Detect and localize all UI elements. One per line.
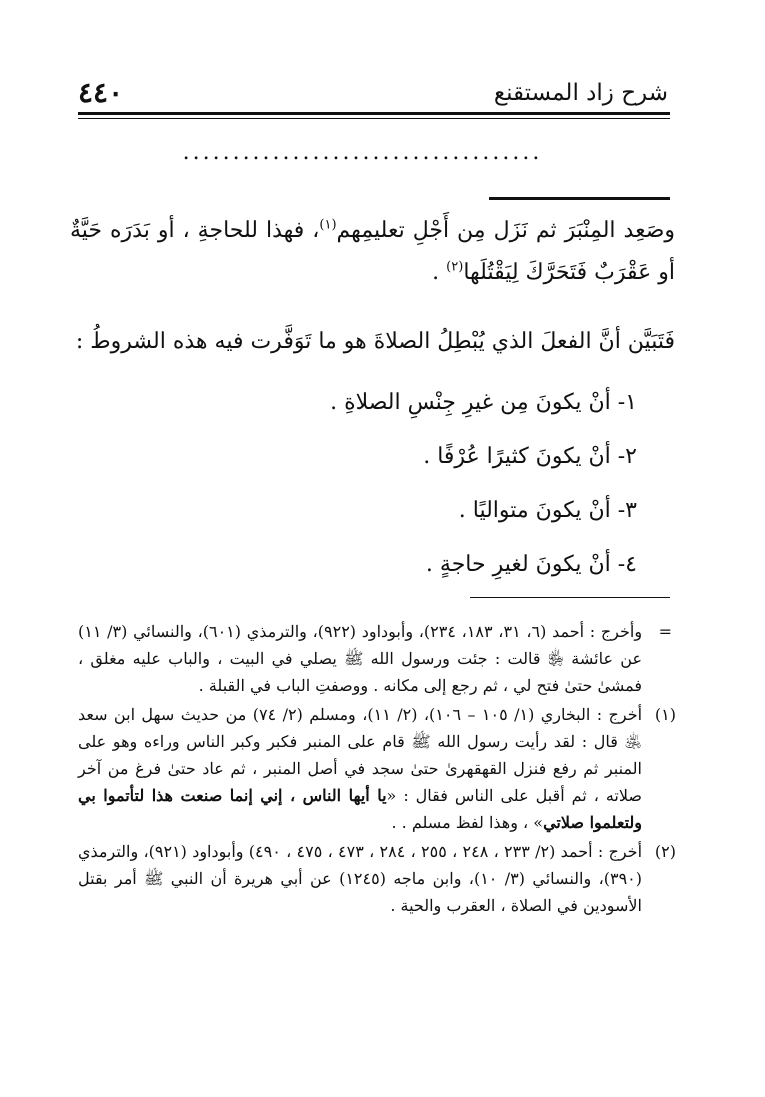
running-header <box>78 72 668 108</box>
conditions-list <box>70 376 675 592</box>
footnote-rule <box>470 597 670 598</box>
footnote-text: وأخرج : أحمد (٦، ٣١، ١٨٣، ٢٣٤)، وأبوداود (٩٢٢)، والترمذي (٦٠١)، والنسائي (٣/ ١١) عن عائشة ﵂ قالت : جئت ورسول الله ﷺ يصلي في البيت ، والباب عليه مغلق ، فمشىٰ حتىٰ فتح لي ، ثم رجع إلى مكانه . ووصفتِ الباب في القبلة . <box>78 622 643 695</box>
ellipsis-separator: .................................... <box>182 140 543 165</box>
footnote-mark: (٢) <box>654 842 676 861</box>
footnote-text: أخرج : أحمد (٢/ ٢٣٣ ، ٢٤٨ ، ٢٥٥ ، ٢٨٤ ، ٤٧٣ ، ٤٧٥ ، ٤٩٠) وأبوداود (٩٢١)، والترمذي (٣٩٠)، والنسائي (٣/ ١٠)، وابن ماجه (١٢٤٥) عن أبي هريرة أن النبي ﷺ أمر بقتل الأسودين في الصلاة ، العقرب والحية . <box>78 842 643 915</box>
footnote-mark: = <box>658 622 672 641</box>
paragraph-1-text: وصَعِد المِنْبَرَ ثم نَزَل مِن أَجْلِ تعليمِهم <box>336 218 676 243</box>
paragraph-1-continuation: ، فهذا للحاجةِ ، أو بَدَرَه حَيَّةٌ أو عَقْرَبٌ فَتَحَرَّكَ لِيَقْتُلَها <box>70 218 675 285</box>
condition-item: ٢- أنْ يكونَ كثيرًا عُرْفًا . <box>423 444 637 469</box>
condition-item: ٣- أنْ يكونَ متواليًا . <box>458 498 637 523</box>
condition-item: ١- أنْ يكونَ مِن غيرِ جِنْسِ الصلاةِ . <box>330 390 637 415</box>
section-rule <box>489 197 670 200</box>
footnote-text-end: » ، وهذا لفظ مسلم . . <box>391 813 544 832</box>
page-number: ٤٤٠ <box>78 76 124 109</box>
condition-item: ٤- أنْ يكونَ لغيرِ حاجةٍ . <box>425 552 637 577</box>
footnote-ref-1: (١) <box>319 217 337 233</box>
footnote-text: أخرج : البخاري (١/ ١٠٥ – ١٠٦)، (٢/ ١١)، ومسلم (٢/ ٧٤) من حديث سهل ابن سعد ﵁ قال : لقد رأيت رسول الله ﷺ قام على المنبر فكبر وكبر الناس وراءه وهو على المنبر ثم رفع فنزل القهقهرىٰ حتىٰ سجد في أصل المنبر ، ثم عاد حتىٰ فرغ من آخر صلاته ، ثم أقبل على الناس فقال : « <box>78 705 643 805</box>
paragraph-2: فَتَبَيَّن أنَّ الفعلَ الذي يُبْطِلُ الصلاةَ هو ما تَوَفَّرت فيه هذه الشروطُ : <box>75 329 675 354</box>
paragraph-1-end: . <box>432 260 440 285</box>
header-rule-thick <box>78 112 670 115</box>
main-text <box>70 210 675 592</box>
footnote-1 <box>78 701 676 836</box>
footnote-2 <box>78 838 676 919</box>
header-rule-thin <box>78 118 670 119</box>
footnote-mark: (١) <box>654 705 676 724</box>
footnotes <box>78 618 676 921</box>
book-title: شرح زاد المستقنع <box>493 80 668 106</box>
footnote-quote-bold: يا أيها الناس ، إني إنما صنعت هذا لتأتموا بي ولتعلموا صلاتي <box>78 786 642 832</box>
footnote-continued <box>78 618 676 699</box>
footnote-ref-2: (٢) <box>446 259 464 275</box>
paragraph-1 <box>70 210 675 294</box>
